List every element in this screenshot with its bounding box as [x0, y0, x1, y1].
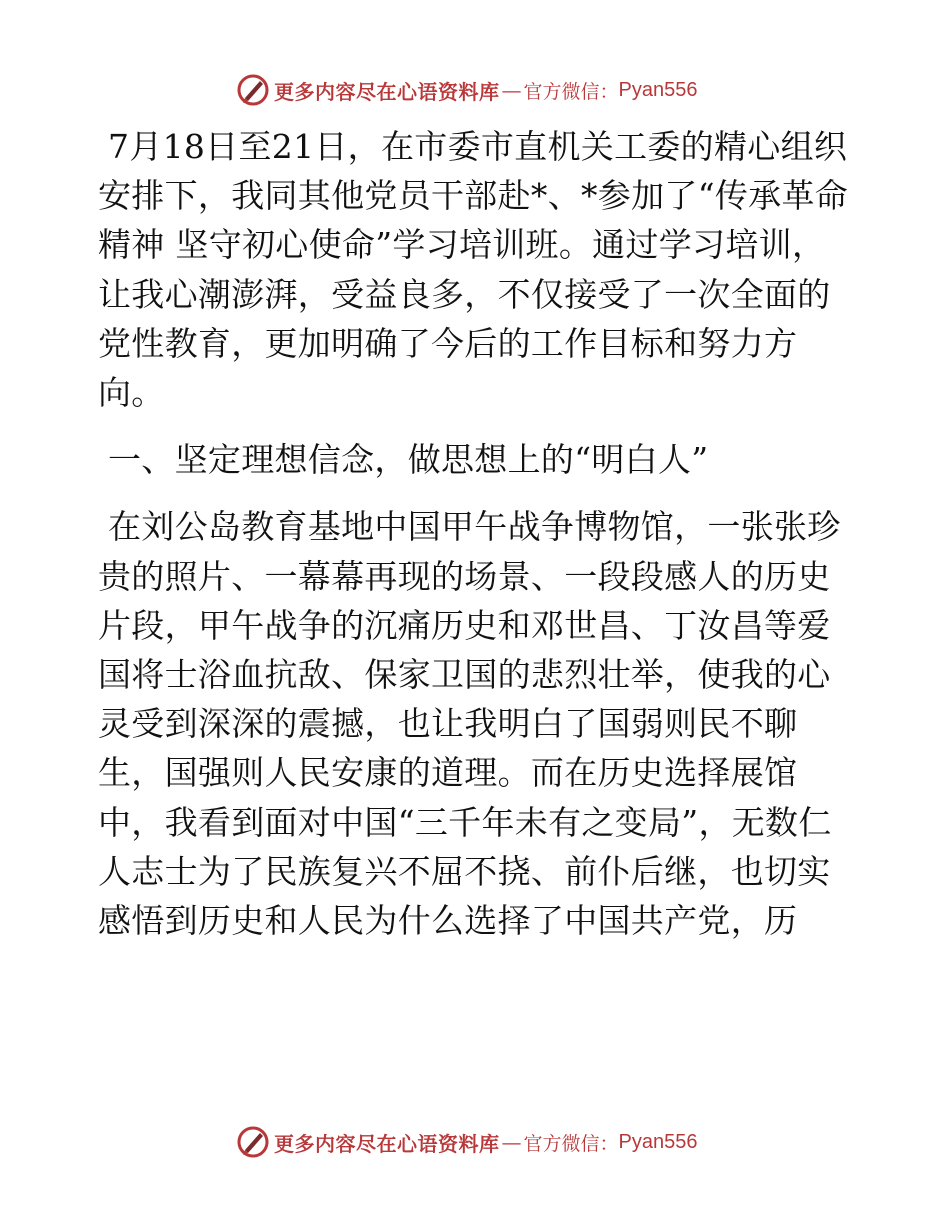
paragraph-intro: 7月18日至21日，在市委市直机关工委的精心组织安排下，我同其他党员干部赴*、*参加了“传承革命精神 坚守初心使命”学习培训班。通过学习培训，让我心潮澎湃，受益良多，不仅接受了一次全面的党性教育，更加明确了今后的工作目标和努力方向。 — [98, 127, 849, 413]
watermark-wechat-label: 官方微信： — [523, 1132, 619, 1155]
paragraph-section-1: 在刘公岛教育基地中国甲午战争博物馆，一张张珍贵的照片、一幕幕再现的场景、一段段感人的历史片段，甲午战争的沉痛历史和邓世昌、丁汝昌等爱国将士浴血抗敌、保家卫国的悲烈壮举，使我的心灵受到深深的震撼，也让我明白了国弱则民不聊生，国强则人民安康的道理。而在历史选择展馆中，我看到面对中国“三千年未有之变局”，无数仁人志士为了民族复兴不屈不挠、前仆后继，也切实感悟到历史和人民为什么选择了中国共产党，历 — [98, 507, 841, 941]
watermark-banner-bottom — [236, 1124, 716, 1160]
watermark-handle: Pyan556 — [618, 1130, 698, 1153]
watermark-banner-top — [236, 72, 716, 108]
watermark-dash: — — [501, 1130, 522, 1154]
watermark-brand: 更多内容尽在心语资料库 — [274, 1131, 500, 1156]
watermark-handle: Pyan556 — [618, 78, 698, 101]
section-heading: 一、坚定理想信念，做思想上的“明白人” — [108, 440, 709, 480]
document-body — [98, 122, 858, 945]
pen-logo-icon — [236, 73, 270, 107]
watermark-brand: 更多内容尽在心语资料库 — [274, 79, 500, 104]
watermark-dash: — — [501, 78, 522, 102]
watermark-wechat-label: 官方微信： — [523, 80, 619, 103]
pen-logo-icon — [236, 1125, 270, 1159]
